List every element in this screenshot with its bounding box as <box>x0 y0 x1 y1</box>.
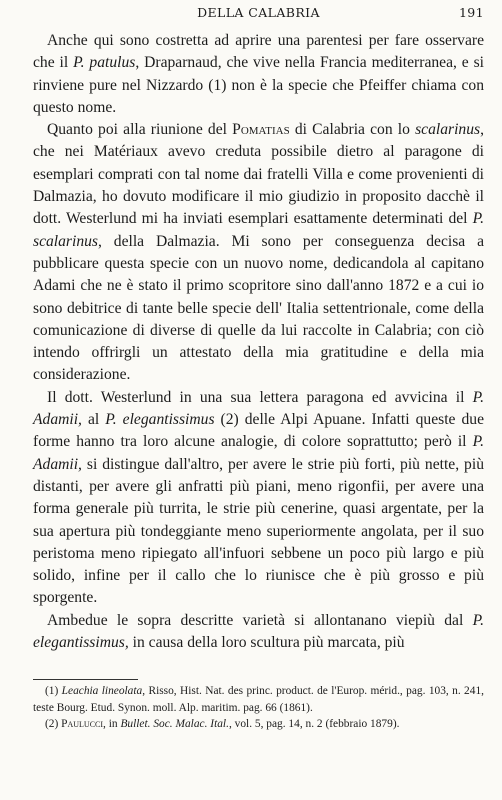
text-run: , della Dalmazia. Mi sono per conseguenza decisa a pubblicare questa specie con un nuovo nome, dedicandola al capitano Adami che ne è stato il primo scopritore sino dall'anno 1872 e a cui io sono debitrice di tante belle specie dell' Italia settentrionale, come della comunicazione di diverse di quelle da lui raccolte in Calabria; con ciò intendo offrirgli un attestato della mia gratitudine e della mia considerazione. <box>33 232 484 384</box>
text-run: al <box>81 411 106 429</box>
text-run: , che nei Matériaux avevo creduta possibile dietro al paragone di esemplari comprati con tal nome dai fratelli Villa e come provenienti di Dalmazia, ho dovuto modificare il mio giudizio in proposito dacchè il dott. Westerlund mi ha inviati esemplari esattamente determinati del <box>33 121 484 228</box>
text-run: , Risso, Hist. Nat. des princ. product. de l'Europ. mérid., pag. 103, n. 241, teste Bourg. Etud. Synon. moll. Alp. maritim. pag. 66 (1861). <box>33 685 484 714</box>
species-name: scalarinus <box>415 121 481 139</box>
species-name: P. patulus <box>73 54 136 72</box>
species-name: P. scalarinus <box>33 210 484 250</box>
footnote-2 <box>33 716 484 733</box>
genus-name: Pomatias <box>232 121 290 139</box>
text-run: , Draparnaud, che vive nella Francia mediterranea, e si rinviene pure nel Nizzardo (1) non è la specie che Pfeiffer chiama con questo nome. <box>33 54 485 116</box>
text-run: si distingue dall'altro, per avere le strie più forti, più nette, più distanti, per avere gli anfratti più piani, meno rigonfii, per avere una forma generale più turrita, le strie più cenerine, quasi argentate, per la sua apertura più tondeggiante meno superiormente angolata, per il suo peristoma meno ripiegato all'infuori sebbene un poco più largo e più solido, infine per il callo che lo riunisce che è più grosso e più sporgente. <box>33 455 484 607</box>
paragraph-4 <box>33 610 484 655</box>
text-run: Il dott. Westerlund in una sua lettera paragona ed avvicina il <box>47 388 473 406</box>
journal-title: Bullet. Soc. Malac. Ital. <box>120 718 229 730</box>
footnote-rule <box>33 679 138 680</box>
text-run: , vol. 5, pag. 14, n. 2 (febbraio 1879). <box>228 718 400 730</box>
paragraph-3 <box>33 387 484 610</box>
main-text <box>33 30 484 654</box>
footnotes <box>33 683 484 733</box>
paragraph-1 <box>33 30 484 119</box>
footnote-1 <box>33 683 484 716</box>
text-run: Anche qui sono costretta ad aprire una parentesi per fare osservare che il <box>33 32 484 72</box>
species-name: P. Adamii, <box>33 388 484 429</box>
footnote-marker: (2) <box>45 718 62 730</box>
species-name: Leachia lineolata <box>61 685 143 697</box>
page-header <box>33 1 484 25</box>
author-name: Paulucci <box>61 718 104 730</box>
text-run: , in <box>103 718 121 730</box>
text-run: (2) delle Alpi Apuane. Infatti queste due forme hanno tra loro alcune analogie, di colore soprattutto; però il <box>33 411 484 451</box>
species-name: P. Adamii, <box>33 433 484 473</box>
text-run: di Calabria con lo <box>289 121 416 139</box>
footnote-marker: (1) <box>45 685 62 697</box>
text-run: Ambedue le sopra descritte varietà si allontanano viepiù dal <box>47 611 473 629</box>
running-title: DELLA CALABRIA <box>197 5 320 20</box>
text-run: Quanto poi alla riunione del <box>47 121 233 139</box>
page-number: 191 <box>458 5 484 20</box>
species-name: P. elegantissimus <box>105 411 215 429</box>
species-name: P. elegantissimus, <box>33 611 484 652</box>
paragraph-2 <box>33 119 484 387</box>
text-run: in causa della loro scultura più marcata, più <box>128 634 405 652</box>
